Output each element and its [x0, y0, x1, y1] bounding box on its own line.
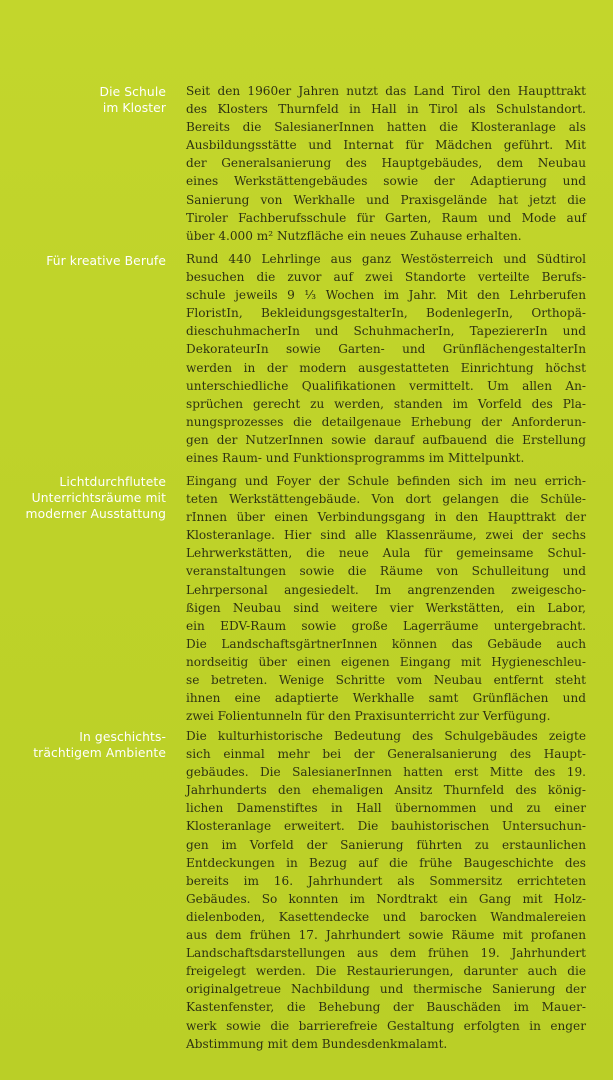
text-line: gebäudes. Die SalesianerInnen hatten erst Mitte des 19. [186, 765, 586, 780]
text-line: Lehrpersonal angesiedelt. Im angrenzenden zweigescho- [186, 582, 586, 597]
text-line: ßigen Neubau sind weitere vier Werkstätten, ein Labor, [186, 600, 586, 615]
text-line: über 4.000 m² Nutzfläche ein neues Zuhause erhalten. [186, 228, 522, 243]
text-line: aus dem frühen 17. Jahrhundert sowie Räume mit profanen [186, 928, 586, 943]
text-line: der Generalsanierung des Hauptgebäudes, dem Neubau [186, 156, 586, 171]
text-line: Rund 440 Lehrlinge aus ganz Westösterreich und Südtirol [186, 252, 586, 266]
text-line: nungsprozesses die detailgenaue Erhebung der Anforderun- [186, 414, 586, 429]
text-line: eines Werkstättengebäudes sowie der Adaptierung und [186, 174, 586, 189]
text-line: Sanierung von Werkhalle und Praxisgelände hat jetzt die [186, 192, 586, 207]
text-line: des Klosters Thurnfeld in Hall in Tirol als Schulstandort. [186, 102, 586, 117]
text-line: lichen Damenstiftes in Hall übernommen und zu einer [186, 801, 586, 816]
text-line: Tiroler Fachberufsschule für Garten, Raum und Mode auf [186, 210, 586, 225]
section-heading [0, 253, 166, 269]
section-heading [0, 474, 166, 522]
text-line: gen der NutzerInnen sowie darauf aufbauend die Erstellung [186, 432, 586, 447]
text-line: nordseitig über einen eigenen Eingang mit Hygieneschleu- [186, 654, 586, 669]
text-line: rInnen über einen Verbindungsgang in den Haupttrakt der [186, 510, 586, 525]
text-line: Klosteranlage erweitert. Die bauhistorischen Untersuchun- [186, 819, 586, 834]
text-line: bereits im 16. Jahrhundert als Sommersitz errichteten [186, 873, 586, 888]
text-line: teten Werkstättengebäude. Von dort gelangen die Schüle- [186, 492, 586, 507]
section-heading [0, 729, 166, 761]
text-line: veranstaltungen sowie die Räume von Schulleitung und [186, 564, 586, 579]
text-line: freigelegt werden. Die Restaurierungen, darunter auch die [186, 964, 586, 979]
text-line: gen im Vorfeld der Sanierung führten zu erstaunlichen [186, 837, 586, 852]
text-line: Die kulturhistorische Bedeutung des Schulgebäudes zeigte [186, 729, 586, 743]
text-line: Gebäudes. So konnten im Nordtrakt ein Gang mit Holz- [186, 891, 586, 906]
text-line: DekorateurIn sowie Garten- und GrünflächengestalterIn [186, 342, 586, 357]
section-paragraph [186, 250, 586, 467]
section-paragraph [186, 727, 586, 1053]
section-paragraph [186, 472, 586, 725]
text-line: Lehrwerkstätten, die neue Aula für gemeinsame Schul- [186, 546, 586, 561]
text-line: Abstimmung mit dem Bundesdenkmalamt. [186, 1036, 448, 1051]
text-line: zwei Folientunneln für den Praxisunterricht zur Verfügung. [186, 709, 551, 724]
text-line: dielenboden, Kasettendecke und barocken Wandmalereien [186, 909, 586, 924]
text-line: schule jeweils 9 ⅓ Wochen im Jahr. Mit den Lehrberufen [186, 288, 586, 303]
text-line: werden in der modern ausgestatteten Einrichtung höchst [186, 360, 586, 375]
text-line: Jahrhunderts den ehemaligen Ansitz Thurnfeld des könig- [186, 783, 586, 798]
text-line: besuchen die zuvor auf zwei Standorte verteilte Berufs- [186, 270, 586, 285]
text-line: FloristIn, BekleidungsgestalterIn, BodenlegerIn, Orthopä- [186, 306, 586, 321]
section-paragraph [186, 82, 586, 245]
heading-line: Unterrichtsräume mit [31, 491, 166, 505]
heading-line: im Kloster [102, 101, 166, 115]
heading-line: Für kreative Berufe [46, 254, 166, 268]
text-line: Kastenfenster, die Behebung der Bauschäden im Mauer- [186, 1000, 586, 1015]
text-line: sich einmal mehr bei der Generalsanierung des Haupt- [186, 747, 586, 762]
heading-line: Lichtdurchflutete [59, 475, 166, 489]
heading-line: Die Schule [99, 85, 166, 99]
text-line: dieschuhmacherIn und SchuhmacherIn, TapeziererIn und [186, 324, 586, 339]
text-line: werk sowie die barrierefreie Gestaltung erfolgten in enger [186, 1018, 586, 1033]
text-line: originalgetreue Nachbildung und thermische Sanierung der [186, 982, 586, 997]
text-line: eines Raum- und Funktionsprogramms im Mittelpunkt. [186, 451, 525, 466]
section-heading [0, 84, 166, 116]
text-line: ihnen eine adaptierte Werkhalle samt Grünflächen und [186, 691, 586, 706]
text-line: Landschaftsdarstellungen aus dem frühen 19. Jahrhundert [186, 946, 586, 961]
heading-line: trächtigem Ambiente [33, 746, 166, 760]
text-line: Entdeckungen in Bezug auf die frühe Baugeschichte des [186, 855, 586, 870]
text-line: sprüchen gerecht zu werden, standen im Vorfeld des Pla- [186, 396, 586, 411]
text-line: unterschiedliche Qualifikationen vermittelt. Um allen An- [186, 378, 586, 393]
text-line: Bereits die SalesianerInnen hatten die Klosteranlage als [186, 120, 586, 135]
text-line: Eingang und Foyer der Schule befinden sich im neu errich- [186, 474, 586, 488]
heading-line: In geschichts- [79, 730, 166, 744]
heading-line: moderner Ausstattung [25, 507, 166, 521]
text-line: se betreten. Wenige Schritte vom Neubau entfernt steht [186, 673, 586, 688]
text-line: Klosteranlage. Hier sind alle Klassenräume, zwei der sechs [186, 528, 586, 543]
text-line: ein EDV-Raum sowie große Lagerräume untergebracht. [186, 618, 586, 633]
text-line: Seit den 1960er Jahren nutzt das Land Tirol den Haupttrakt [186, 84, 586, 98]
text-line: Die LandschaftsgärtnerInnen können das Gebäude auch [186, 636, 586, 651]
text-line: Ausbildungsstätte und Internat für Mädchen geführt. Mit [186, 138, 586, 153]
